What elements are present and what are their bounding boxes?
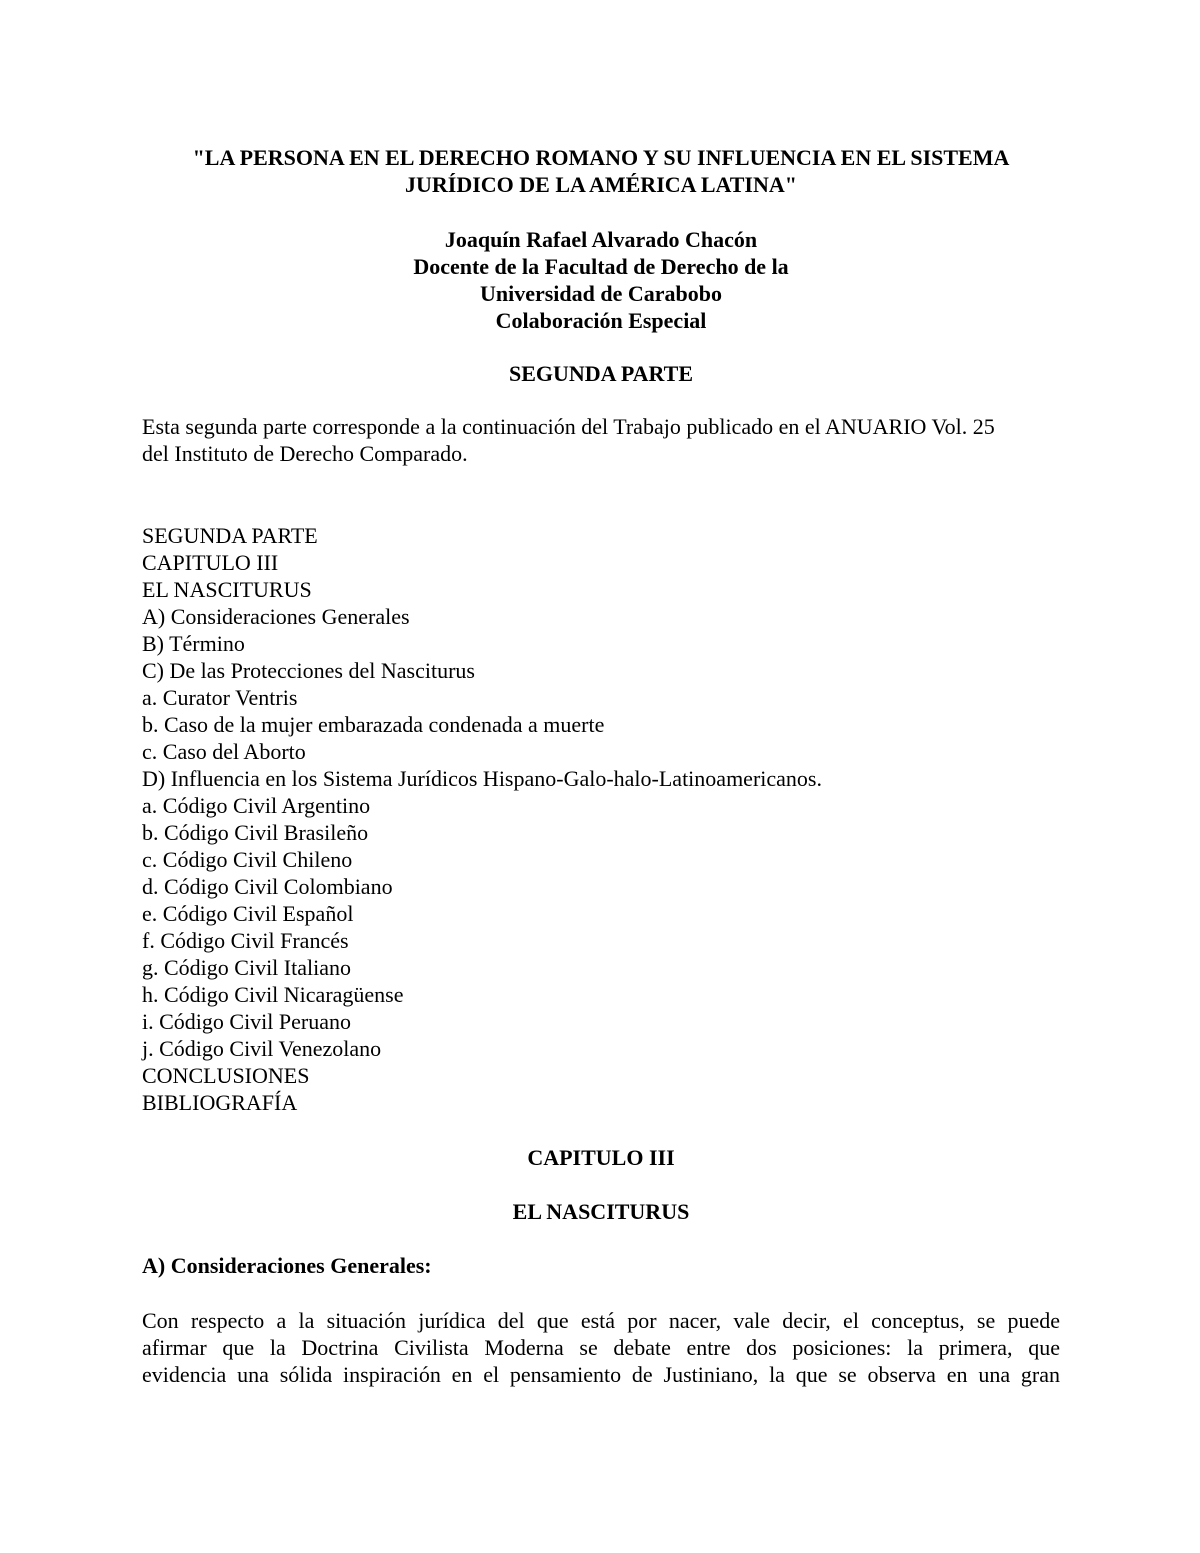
chapter-subheading: EL NASCITURUS bbox=[512, 1199, 690, 1224]
document-title bbox=[142, 144, 1060, 198]
title-line-2: JURÍDICO DE LA AMÉRICA LATINA" bbox=[405, 172, 797, 197]
toc-item: CAPITULO III bbox=[142, 550, 279, 575]
body-line-2: afirmar que la Doctrina Civilista Moderna se debate entre dos posiciones: la primera, que bbox=[142, 1335, 1060, 1360]
intro-line-2: del Instituto de Derecho Comparado. bbox=[142, 441, 468, 466]
toc-item: a. Curator Ventris bbox=[142, 685, 298, 710]
toc-item: EL NASCITURUS bbox=[142, 577, 312, 602]
section-heading: A) Consideraciones Generales: bbox=[142, 1253, 432, 1278]
table-of-contents bbox=[142, 522, 1060, 1116]
part-heading: SEGUNDA PARTE bbox=[508, 361, 693, 386]
author-role-line-1: Docente de la Facultad de Derecho de la bbox=[413, 254, 789, 279]
author-role-line-2: Universidad de Carabobo bbox=[479, 281, 723, 306]
toc-item: b. Código Civil Brasileño bbox=[142, 820, 369, 845]
toc-item: c. Caso del Aborto bbox=[142, 739, 306, 764]
toc-item: b. Caso de la mujer embarazada condenada a muerte bbox=[142, 712, 605, 737]
chapter-heading: CAPITULO III bbox=[527, 1145, 675, 1170]
toc-item: BIBLIOGRAFÍA bbox=[142, 1090, 298, 1115]
toc-item: h. Código Civil Nicaragüense bbox=[142, 982, 404, 1007]
toc-item: i. Código Civil Peruano bbox=[142, 1009, 351, 1034]
toc-item: a. Código Civil Argentino bbox=[142, 793, 371, 818]
toc-item: c. Código Civil Chileno bbox=[142, 847, 353, 872]
toc-item: d. Código Civil Colombiano bbox=[142, 874, 393, 899]
toc-item: g. Código Civil Italiano bbox=[142, 955, 351, 980]
title-line-1: "LA PERSONA EN EL DERECHO ROMANO Y SU INFLUENCIA EN EL SISTEMA bbox=[192, 145, 1010, 170]
toc-item: f. Código Civil Francés bbox=[142, 928, 349, 953]
body-paragraph bbox=[142, 1307, 1060, 1388]
toc-item: B) Término bbox=[142, 631, 245, 656]
body-line-3: evidencia una sólida inspiración en el pensamiento de Justiniano, la que se observa en una gran bbox=[142, 1362, 1060, 1387]
toc-item: C) De las Protecciones del Nasciturus bbox=[142, 658, 475, 683]
author-note: Colaboración Especial bbox=[495, 308, 707, 333]
toc-item: D) Influencia en los Sistema Jurídicos Hispano-Galo-halo-Latinoamericanos. bbox=[142, 766, 822, 791]
toc-item: SEGUNDA PARTE bbox=[142, 523, 318, 548]
toc-item: j. Código Civil Venezolano bbox=[142, 1036, 382, 1061]
intro-paragraph bbox=[142, 413, 1060, 467]
author-block bbox=[142, 226, 1060, 334]
toc-item: e. Código Civil Español bbox=[142, 901, 354, 926]
intro-line-1: Esta segunda parte corresponde a la continuación del Trabajo publicado en el ANUARIO Vol. 25 bbox=[142, 414, 995, 439]
body-line-1: Con respecto a la situación jurídica del que está por nacer, vale decir, el conceptus, se puede bbox=[142, 1308, 1060, 1333]
toc-item: A) Consideraciones Generales bbox=[142, 604, 410, 629]
author-name: Joaquín Rafael Alvarado Chacón bbox=[444, 227, 758, 252]
toc-item: CONCLUSIONES bbox=[142, 1063, 310, 1088]
